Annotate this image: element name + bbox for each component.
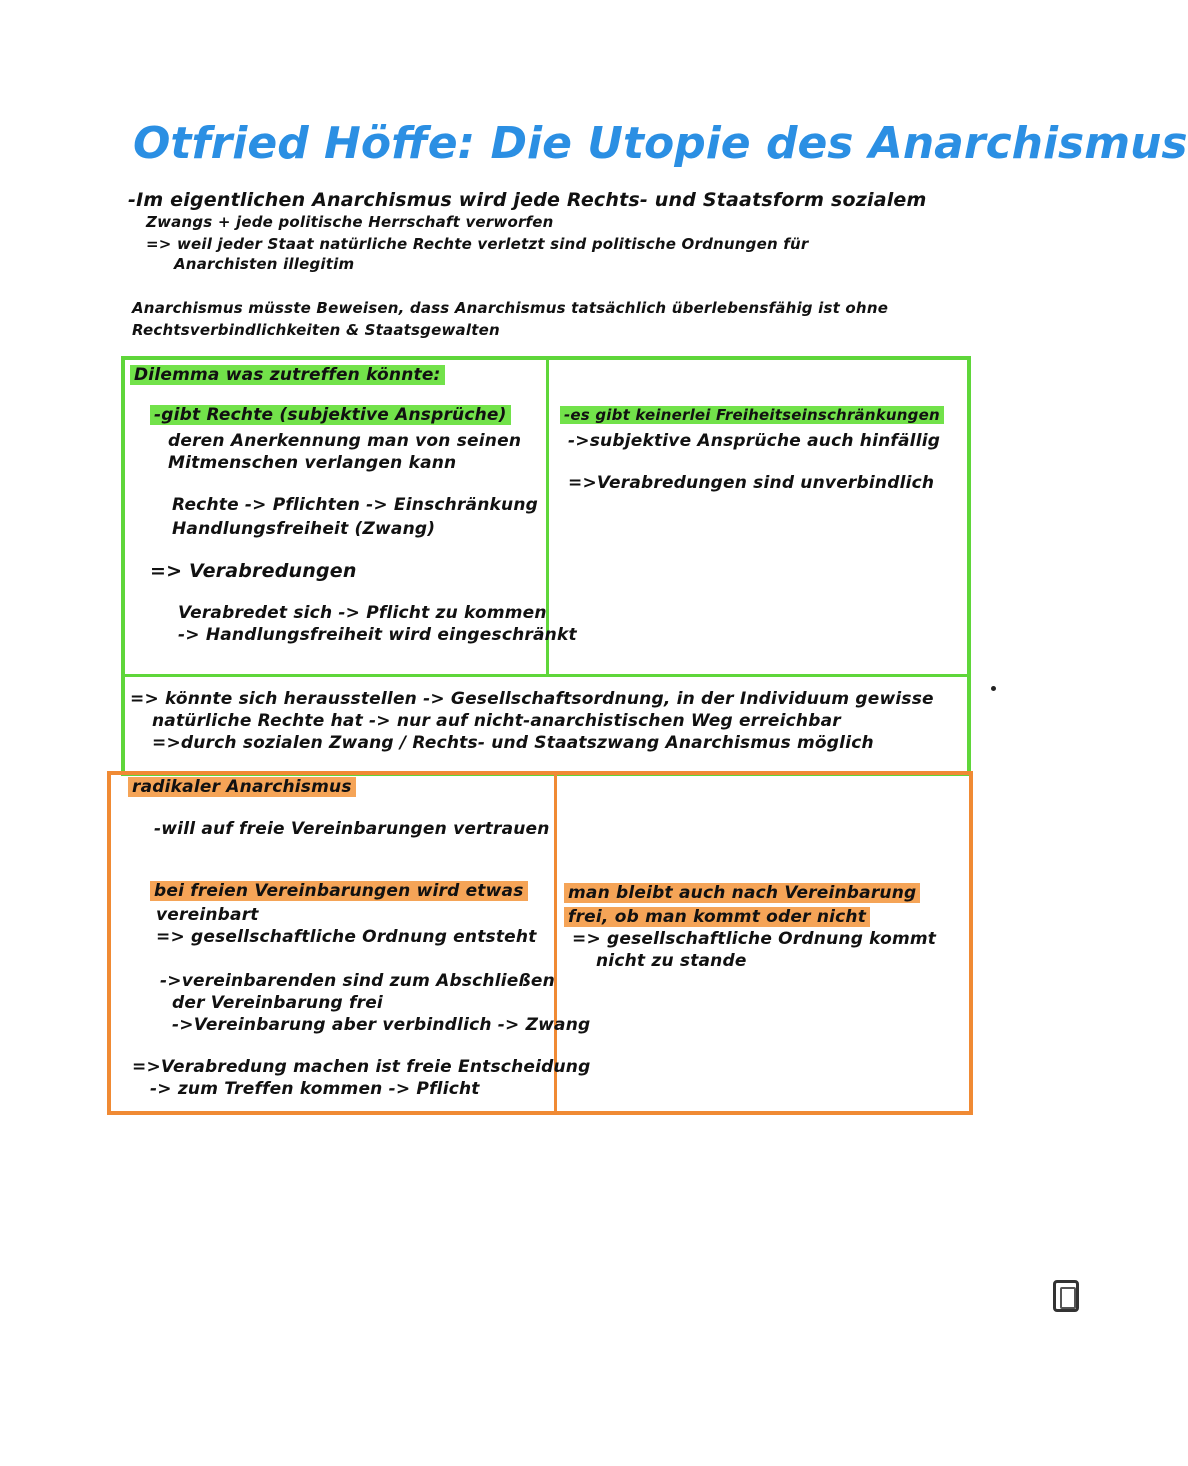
radical-heading [128,778,356,797]
conclusion-line: natürliche Rechte hat -> nur auf nicht-anarchistischen Weg erreichbar [152,711,841,731]
radical-right-line: => gesellschaftliche Ordnung kommt [572,929,937,949]
radical-right-text: man bleibt auch nach Vereinbarung [564,883,920,903]
intro-line: Anarchismus müsste Beweisen, dass Anarchismus tatsächlich überlebensfähig ist ohne [132,299,889,317]
dilemma-right-line: =>Verabredungen sind unverbindlich [568,473,935,493]
dilemma-left-line: Mitmenschen verlangen kann [168,453,457,473]
dilemma-left-line: => Verabredungen [150,560,357,582]
radical-right-line [564,884,920,903]
radical-left-line: -> zum Treffen kommen -> Pflicht [150,1079,480,1099]
dilemma-separator [123,674,969,677]
radical-left-line: der Vereinbarung frei [172,993,383,1013]
radical-left-text: bei freien Vereinbarungen wird etwas [150,881,528,901]
radical-left-line: => gesellschaftliche Ordnung entsteht [156,927,537,947]
conclusion-line: =>durch sozialen Zwang / Rechts- und Staatszwang Anarchismus möglich [152,733,874,753]
intro-line: => weil jeder Staat natürliche Rechte verletzt sind politische Ordnungen für [146,235,809,253]
radical-left-line: -will auf freie Vereinbarungen vertrauen [154,819,550,839]
radical-heading-text: radikaler Anarchismus [128,777,356,797]
dilemma-right-line: ->subjektive Ansprüche auch hinfällig [568,431,941,451]
radical-left-line: ->Vereinbarung aber verbindlich -> Zwang [172,1015,591,1035]
radical-right-text: frei, ob man kommt oder nicht [564,907,870,927]
stray-dot [991,686,996,691]
dilemma-heading-text: Dilemma was zutreffen könnte: [130,365,445,385]
radical-left-line: ->vereinbarenden sind zum Abschließen [160,971,555,991]
radical-left-line [150,882,528,901]
dilemma-left-text: -gibt Rechte (subjektive Ansprüche) [150,405,511,425]
dilemma-left-line: Verabredet sich -> Pflicht zu kommen [178,603,547,623]
radical-left-line: vereinbart [156,905,259,925]
intro-line: Rechtsverbindlichkeiten & Staatsgewalten [132,321,500,339]
conclusion-line: => könnte sich herausstellen -> Gesellschaftsordnung, in der Individuum gewisse [130,689,934,709]
dilemma-left-line: Rechte -> Pflichten -> Einschränkung [172,495,539,515]
tablet-icon[interactable] [1053,1280,1079,1312]
radical-right-line [564,908,870,927]
radical-left-line: =>Verabredung machen ist freie Entscheidung [132,1057,591,1077]
intro-line: Anarchisten illegitim [174,255,355,273]
dilemma-left-line: -> Handlungsfreiheit wird eingeschränkt [178,625,577,645]
dilemma-right-text: -es gibt keinerlei Freiheitseinschränkungen [560,406,944,424]
dilemma-left-line: deren Anerkennung man von seinen [168,431,522,451]
dilemma-right-line [560,406,944,425]
intro-line: -Im eigentlichen Anarchismus wird jede Rechts- und Staatsform sozialem [128,189,927,211]
page-title: Otfried Höffe: Die Utopie des Anarchismus [133,118,1188,169]
dilemma-heading [130,366,445,385]
radical-right-line: nicht zu stande [596,951,747,971]
dilemma-left-line: Handlungsfreiheit (Zwang) [172,519,436,539]
dilemma-left-line [150,406,511,425]
intro-line: Zwangs + jede politische Herrschaft verworfen [146,213,554,231]
